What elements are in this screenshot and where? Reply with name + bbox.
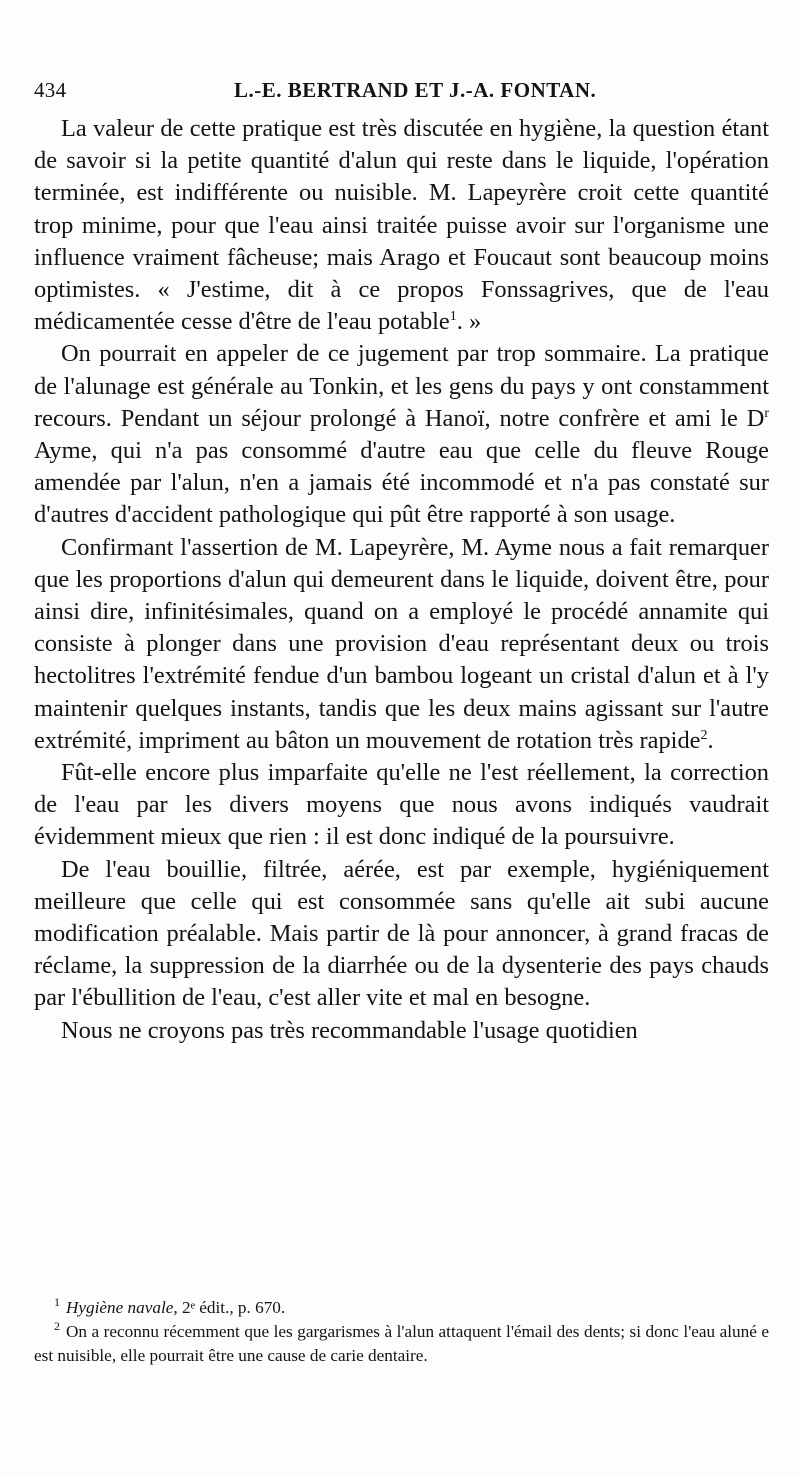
footnote-text: , 2ᵉ édit., p. 670.	[173, 1298, 286, 1317]
footnote-mark: 1	[54, 1295, 60, 1310]
page-number: 434	[34, 78, 67, 102]
paragraph-text: Fût-elle encore plus imparfaite qu'elle ne l'est réellement, la correction de l'eau par les divers moyens que nous avons indiqués vaudrait évidemment mieux que rien : il est donc indiqué de la poursuivre.	[34, 759, 769, 851]
paragraph	[34, 1015, 769, 1047]
footnote	[34, 1296, 769, 1320]
footnote-title: Hygiène navale	[66, 1298, 174, 1317]
paragraph-text: Ayme, qui n'a pas consommé d'autre eau que celle du fleuve Rouge amendée par l'alun, n'en a jamais été incommodé et n'a pas constaté sur d'autres d'accident pathologique qui pût être rapporté à son usage.	[34, 437, 769, 529]
footnote	[34, 1320, 769, 1368]
paragraph-text: . »	[456, 308, 482, 336]
superscript-abbreviation: r	[764, 405, 769, 421]
running-head	[34, 78, 769, 108]
footnote-reference: 1	[449, 309, 457, 325]
paragraph-text: .	[707, 726, 714, 754]
paragraph-text: On pourrait en appeler de ce jugement par trop sommaire. La pratique de l'alunage est générale au Tonkin, et les gens du pays y ont constamment recours. Pendant un séjour prolongé à Hanoï, notre confrère et ami le D	[34, 340, 769, 432]
paragraph-text: De l'eau bouillie, filtrée, aérée, est par exemple, hygiéniquement meilleure que celle qui est consommée sans qu'elle ait subi aucune modification préalable. Mais partir de là pour annoncer, à grand fracas de réclame, la suppression de la diarrhée ou de la dysenterie des pays chauds par l'ébullition de l'eau, c'est aller vite et mal en besogne.	[34, 855, 769, 1012]
paragraph-text: Confirmant l'assertion de M. Lapeyrère, M. Ayme nous a fait remarquer que les proportions d'alun qui demeurent dans le liquide, doivent être, pour ainsi dire, infinitésimales, quand on a employé le procédé annamite qui consiste à plonger dans une provision d'eau représentant deux ou trois hectolitres l'extrémité fendue d'un bambou logeant un cristal d'alun et à l'y maintenir quelques instants, tandis que les deux mains agissant sur l'autre extrémité, impriment au bâton un mouvement de rotation très rapide	[34, 533, 769, 754]
running-head-authors: L.-E. BERTRAND ET J.-A. FONTAN.	[234, 78, 597, 102]
body-text	[34, 113, 769, 1047]
paragraph	[34, 532, 769, 757]
footnote-mark: 2	[54, 1319, 60, 1334]
footnotes	[34, 1296, 769, 1368]
footnote-text: On a reconnu récemment que les gargarismes à l'alun attaquent l'émail des dents; si donc l'eau aluné e est nuisible, elle pourrait être une cause de carie dentaire.	[34, 1322, 769, 1365]
paragraph	[34, 854, 769, 1015]
paragraph	[34, 113, 769, 338]
paragraph-text: La valeur de cette pratique est très discutée en hygiène, la question étant de savoir si la petite quantité d'alun qui reste dans le liquide, l'opération terminée, est indifférente ou nuisible. M. Lapeyrère croit cette quantité trop minime, pour que l'eau ainsi traitée puisse avoir sur l'organisme une influence vraiment fâcheuse; mais Arago et Foucaut sont beaucoup moins optimistes. « J'estime, dit à ce propos Fonssagrives, que de l'eau médicamentée cesse d'être de l'eau potable	[34, 115, 769, 336]
paragraph	[34, 338, 769, 531]
paragraph	[34, 757, 769, 854]
footnote-reference: 2	[700, 727, 708, 743]
paragraph-text: Nous ne croyons pas très recommandable l'usage quotidien	[61, 1016, 638, 1044]
